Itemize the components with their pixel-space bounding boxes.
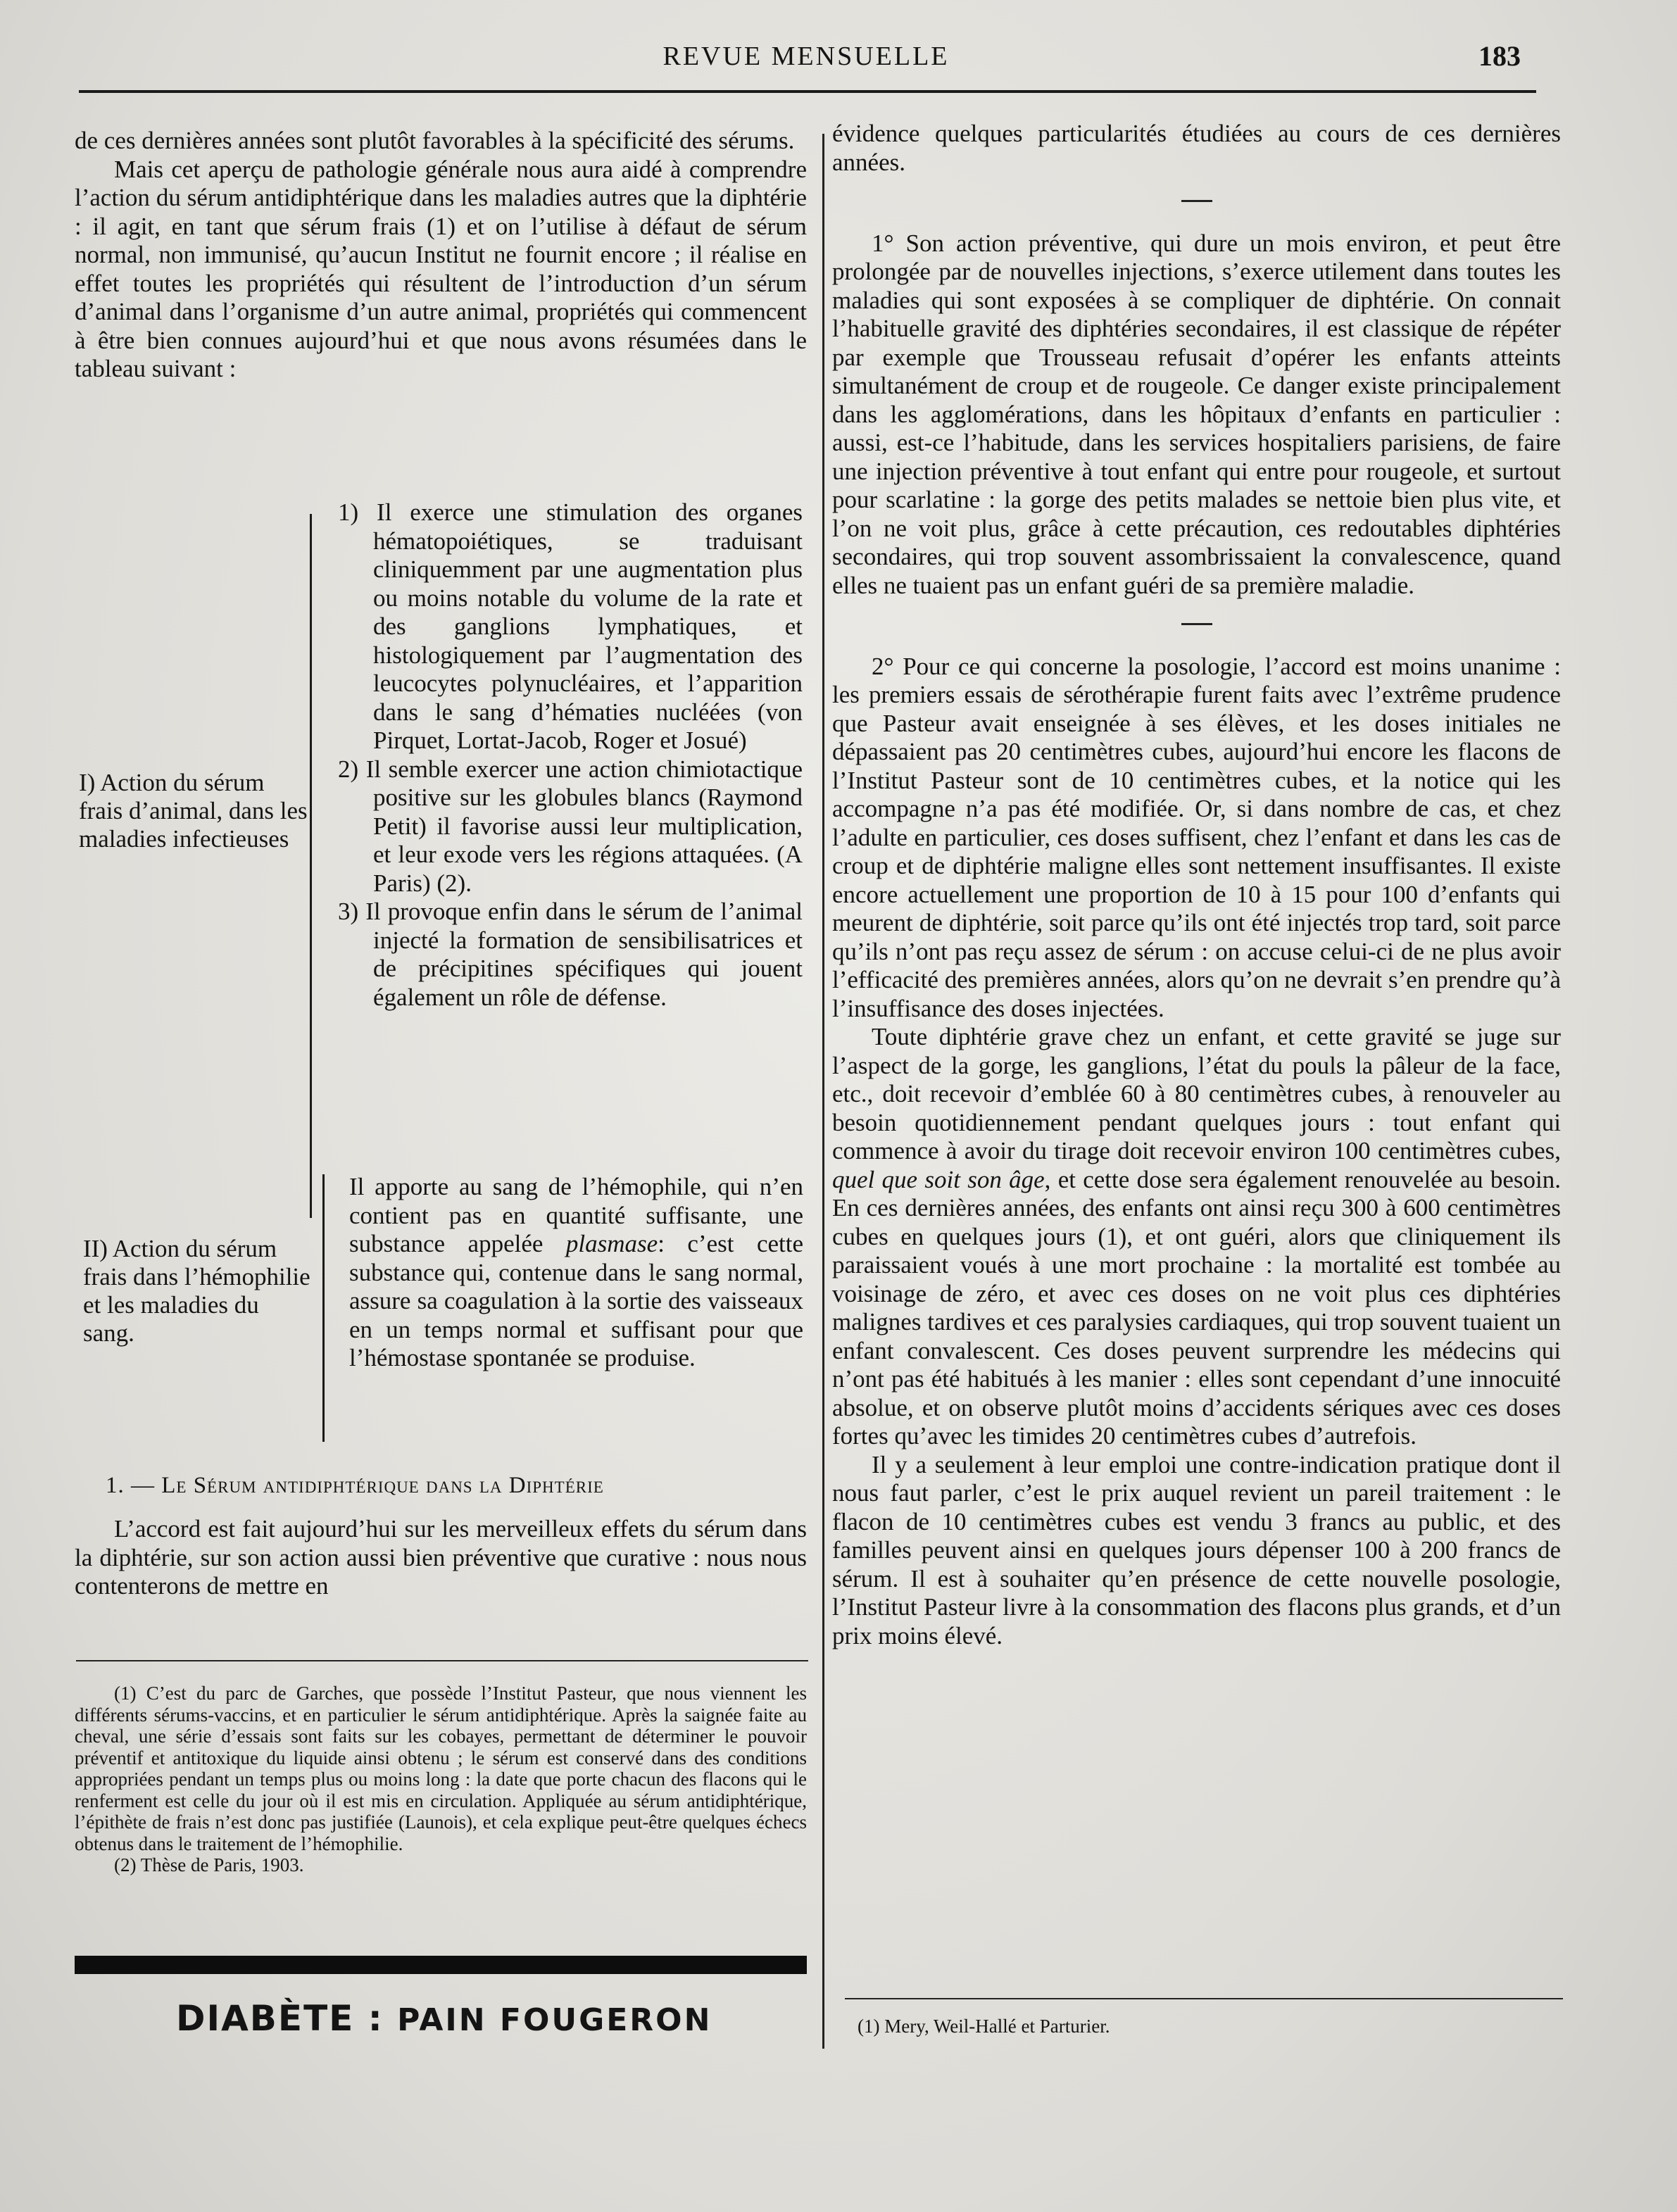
tableau-group2-text-b: : c’est cette substance qui, contenue dans le sang normal, assure sa coagulation à la sortie des vaisseaux en un temps normal et suffisant pour que l’hémostase spontanée se produise.	[349, 1230, 803, 1371]
section-heading	[106, 1473, 796, 1499]
journal-title: REVUE MENSUELLE	[662, 42, 950, 71]
para3-italic: quel que soit son âge	[832, 1165, 1045, 1193]
para3-b: , et cette dose sera également renouvelée au besoin. En ces dernières années, des enfants ont ainsi reçu 300 à 600 centimètres cubes en quelques jours (1), et ont guéri, alors que cliniquement ils paraissaient voués à une mort prochaine : la mortalité est tombée au voisinage de zéro, et avec ces doses on ne voit plus ces diphtéries malignes tardives et ces paralysies cardiaques, qui trop souvent tuaient un enfant convalescent. Ces doses peuvent surprendre les médecins qui n’ont pas été habitués à les manier : elles sont cependant d’une innocuité absolue, et on observe plutôt moins d’accidents sériques avec ces doses fortes qu’avec les timides 20 centimètres cubes d’autrefois.	[832, 1165, 1561, 1450]
tableau-group2-text	[349, 1173, 803, 1373]
section-number: 1. —	[106, 1473, 155, 1498]
footnote-rule-left	[76, 1660, 808, 1661]
footnote-right: (1) Mery, Weil-Hallé et Parturier.	[858, 2016, 1110, 2037]
column-divider	[822, 134, 824, 2049]
ad-word-diabete: DIABÈTE :	[176, 1998, 384, 2039]
tableau-group2-text-a: Il apporte au sang de l’hémophile, qui n’en contient pas en quantité suffisante, une substance appelée	[349, 1173, 803, 1257]
right-intro: évidence quelques particularités étudiées au cours de ces dernières années.	[832, 120, 1561, 176]
tableau-item-1: 1) Il exerce une stimulation des organes hématopoiétiques, se traduisant cliniquemment par une augmentation plus ou moins notable du volume de la rate et des ganglions lymphatiques, et histologiquement par l’augmentation des leucocytes polynucléaires, et l’apparition dans le sang d’hématies nucléées (von Pirquet, Lortat-Jacob, Roger et Josué)	[338, 498, 803, 754]
right-paragraph-4: Il y a seulement à leur emploi une contre-indication pratique dont il nous faut parler, c’est le prix auquel revient un pareil traitement : le flacon de 10 centimètres cubes est vendu 3 francs au public, et des familles peuvent ainsi en quelques jours dépenser 100 à 200 francs de sérum. Il est à souhaiter qu’en présence de cette nouvelle posologie, l’Institut Pasteur livre à la consommation des flacons plus grands, et d’un prix moins élevé.	[832, 1450, 1561, 1649]
page-number: 183	[1478, 40, 1521, 72]
separator-dash	[832, 608, 1561, 637]
tableau-item-3: 3) Il provoque enfin dans le sérum de l’animal injecté la formation de sensibilisatrices et de précipitines spécifiques qui jouent également un rôle de défense.	[338, 898, 803, 1011]
tableau-group1-label: I) Action du sérum frais d’animal, dans les maladies infectieuses	[79, 769, 308, 853]
advertisement	[176, 1998, 739, 2039]
right-point-2: 2° Pour ce qui concerne la posologie, l’accord est moins unanime : les premiers essais de sérothérapie furent faits avec l’extrême prudence que Pasteur avait enseignée à ses élèves, et les doses initiales ne dépassaient pas 20 centimètres cubes, aujourd’hui encore les flacons de l’Institut Pasteur sont de 10 centimètres cubes, et la notice qui les accompagne n’a pas été modifiée. Or, si dans nombre de cas, et chez l’adulte en particulier, ces doses suffisent, chez l’enfant et dans les cas de croup et de diphtérie maligne elles sont nettement insuffisantes. Il existe encore actuellement une proportion de 10 à 15 pour 100 d’enfants qui meurent de diphtérie, soit parce qu’ils ont été injectés trop tard, soit parce qu’ils n’ont pas reçu assez de sérum : on accuse celui-ci de ne plus avoir l’efficacité des premières années, alors qu’on ne devrait s’en prendre qu’à l’insuffisance des doses injectées.	[832, 652, 1561, 1022]
footnote-2: (2) Thèse de Paris, 1903.	[114, 1854, 304, 1875]
right-paragraph-3	[832, 1023, 1561, 1451]
ad-word-pain-fougeron: PAIN FOUGERON	[397, 2002, 712, 2038]
plasmase-term: plasmase	[565, 1230, 658, 1257]
section-paragraph: L’accord est fait aujourd’hui sur les merveilleux effets du sérum dans la diphtérie, sur son action aussi bien préventive que curative : nous nous contenterons de mettre en	[75, 1515, 807, 1600]
separator-dash	[832, 185, 1561, 214]
left-paragraph: Mais cet aperçu de pathologie générale nous aura aidé à comprendre l’action du sérum antidiphtérique dans les maladies autres que la diphtérie : il agit, en tant que sérum frais (1) et on l’utilise à défaut de sérum normal, non immunisé, qu’aucun Institut ne fournit encore ; il réalise en effet toutes les propriétés qui résultent de l’introduction d’un sérum d’animal dans l’organisme d’un autre animal, propriétés qui commencent à être bien connues aujourd’hui et que nous avons résumées dans le tableau suivant :	[75, 155, 807, 382]
tableau-group2-label: II) Action du sérum frais dans l’hémophilie et les maladies du sang.	[83, 1235, 310, 1347]
tableau-group1-items	[338, 498, 803, 1012]
para3-a: Toute diphtérie grave chez un enfant, et cette gravité se juge sur l’aspect de la gorge, les ganglions, l’état du pouls la pâleur de la face, etc., doit recevoir d’emblée 60 à 80 centimètres cubes, à renouveler au besoin quotidiennement pendant quelques jours : tout enfant qui commence à avoir du tirage doit recevoir environ 100 centimètres cubes,	[832, 1023, 1561, 1164]
section-paragraph-block	[75, 1515, 807, 1601]
left-column	[75, 127, 807, 384]
header-rule	[79, 90, 1536, 93]
footnote-1: (1) C’est du parc de Garches, que possède l’Institut Pasteur, que nous viennent les différents sérums-vaccins, et en particulier le sérum antidiphtérique. Après la saignée faite au cheval, une série d’essais sont faits sur les cobayes, permettant de déterminer le pouvoir préventif et antitoxique du liquide ainsi obtenu ; le sérum est conservé dans des conditions appropriées pendant un temps plus ou moins long : la date que porte chacun des flacons qui le renferment est celle du jour où il est mis en circulation. Appliquée au sérum antidiphtérique, l’épithète de frais n’est donc pas justifiée (Launois), et cela explique peut-être quelques échecs obtenus dans le traitement de l’hémophilie.	[75, 1683, 807, 1854]
footnotes-left	[75, 1683, 807, 1876]
tableau-item-2: 2) Il semble exercer une action chimiotactique positive sur les globules blancs (Raymond Petit) il favorise aussi leur multiplication, et leur exode vers les régions attaquées. (A Paris) (2).	[338, 755, 803, 897]
advertisement-bar	[75, 1956, 807, 1974]
tableau-group2-brace	[322, 1174, 325, 1442]
tableau-group1-brace	[310, 514, 312, 1218]
footnote-rule-right	[845, 1998, 1563, 1999]
running-header	[77, 41, 1535, 83]
left-paragraph-continued: de ces dernières années sont plutôt favorables à la spécificité des sérums.	[75, 127, 795, 154]
right-column	[832, 120, 1561, 1650]
section-title: Le Sérum antidiphtérique dans la Diphtérie	[161, 1473, 604, 1498]
right-point-1: 1° Son action préventive, qui dure un mois environ, et peut être prolongée par de nouvelles injections, s’exerce utilement dans toutes les maladies qui sont exposées à se compliquer de diphtérie. On connait l’habituelle gravité des diphtéries secondaires, il est classique de répéter par exemple que Trousseau refusait d’opérer les enfants atteints simultanément de croup et de rougeole. Ce danger existe principalement dans les agglomérations, dans les hôpitaux d’enfants en particulier : aussi, est-ce l’habitude, dans les services hospitaliers parisiens, de faire une injection préventive à tout enfant qui entre pour rougeole, et surtout pour scarlatine : la gorge des petits malades se nettoie bien plus vite, et l’on ne voit plus, grâce à cette précaution, ces redoutables diphtéries secondaires, qui trop souvent assombrissaient la convalescence, quand elles ne tuaient pas un enfant guéri de sa première maladie.	[832, 229, 1561, 599]
